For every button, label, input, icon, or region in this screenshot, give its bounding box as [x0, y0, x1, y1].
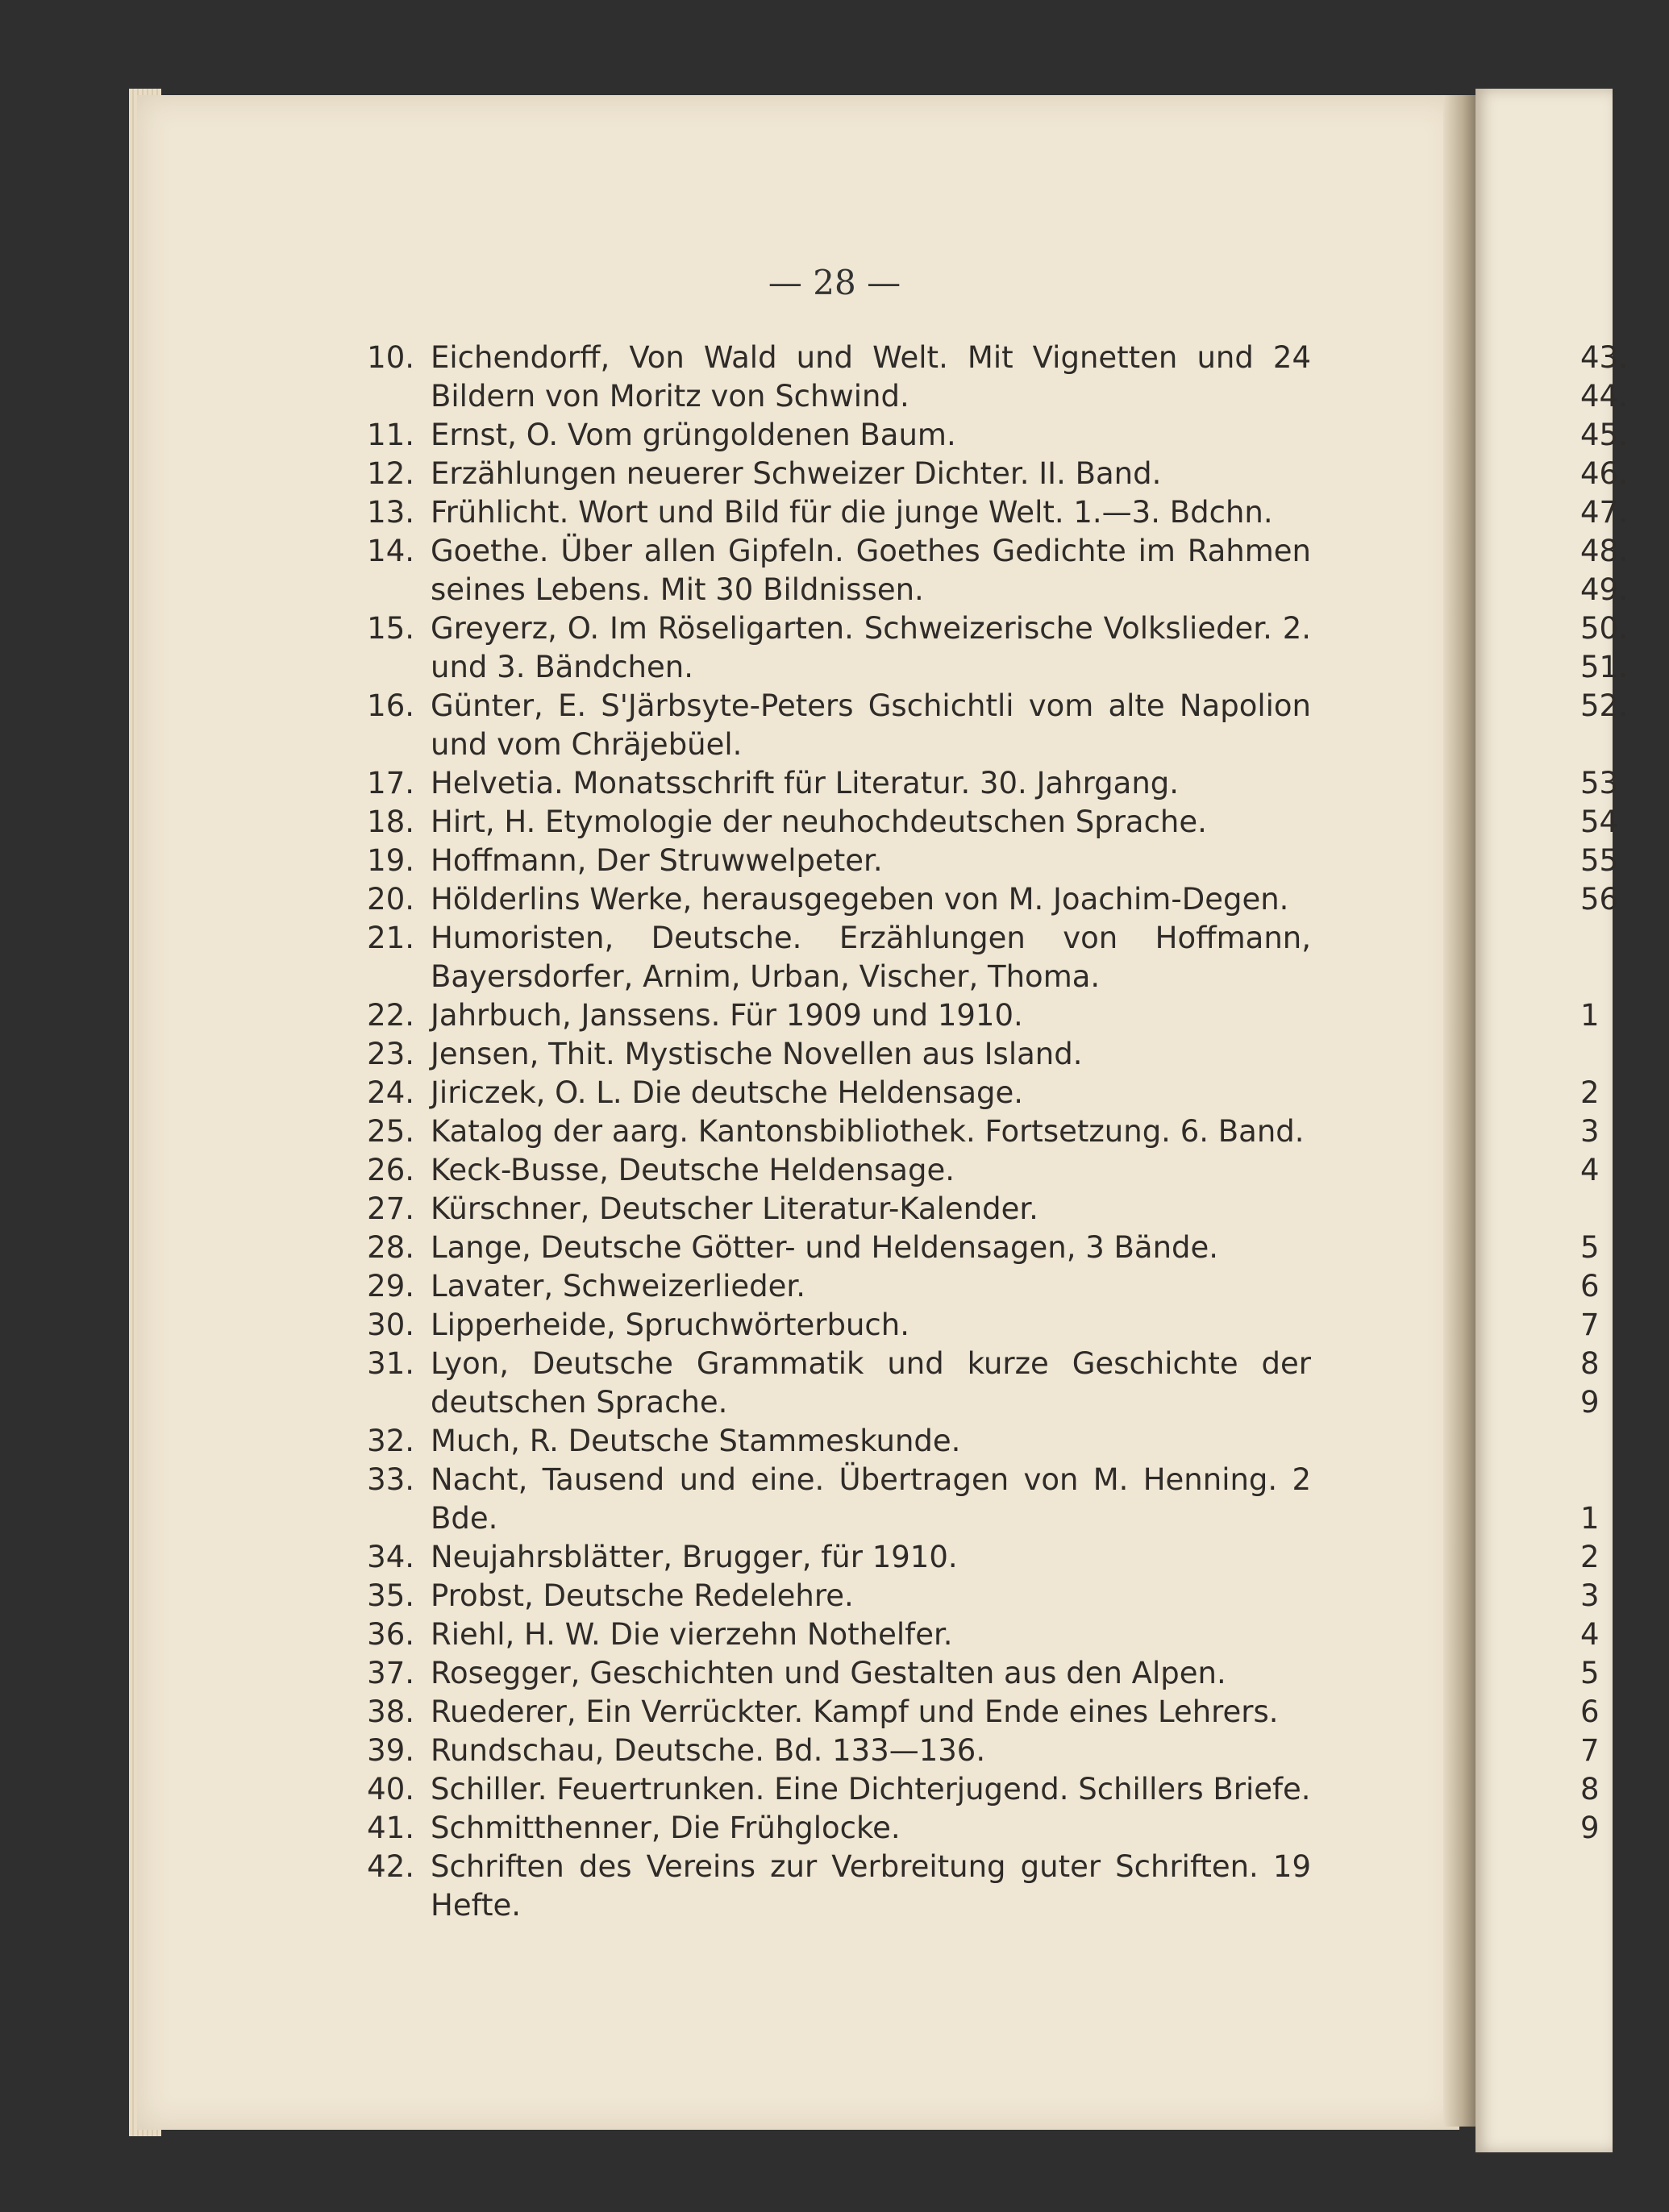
facing-entry-number: 46.: [1580, 456, 1628, 491]
entry-text: Jiriczek, O. L. Die deutsche Heldensage.: [431, 1075, 1024, 1110]
facing-entry-number: 45.: [1580, 418, 1628, 452]
catalog-entry: [363, 1654, 1311, 1693]
facing-entry-number: 52.: [1580, 688, 1628, 723]
catalog-entry: [363, 339, 1311, 416]
facing-entry-number: 47.: [1580, 495, 1628, 530]
entry-number: 18.: [367, 805, 414, 839]
facing-entry-number: 54: [1580, 805, 1619, 839]
facing-entry-number: [1580, 726, 1629, 764]
entry-text: Jensen, Thit. Mystische Novellen aus Island.: [431, 1037, 1083, 1071]
facing-entry-number: [1580, 1190, 1629, 1229]
entry-number: 32.: [367, 1424, 414, 1458]
entry-text: Much, R. Deutsche Stammeskunde.: [431, 1424, 961, 1458]
catalog-entry: [363, 1345, 1311, 1422]
entry-number: 41.: [367, 1811, 414, 1845]
entry-number: 37.: [367, 1656, 414, 1690]
facing-entry-number: 56: [1580, 882, 1619, 917]
entry-text: Keck-Busse, Deutsche Heldensage.: [431, 1153, 955, 1187]
facing-entry-number: 5: [1580, 1656, 1600, 1690]
catalog-entry: [363, 1112, 1311, 1151]
entry-text: Kürschner, Deutscher Literatur-Kalender.: [431, 1191, 1038, 1226]
entry-text: Goethe. Über allen Gipfeln. Goethes Gedichte im Rahmen seines Lebens. Mit 30 Bildnissen.: [431, 534, 1311, 607]
facing-entry-number: 43.: [1580, 340, 1628, 375]
facing-entry-number: 50.: [1580, 611, 1628, 646]
catalog-entry: [363, 842, 1311, 880]
facing-entry-number: 4: [1580, 1617, 1600, 1652]
entry-text: Jahrbuch, Janssens. Für 1909 und 1910.: [431, 998, 1023, 1033]
catalog-entry: [363, 1732, 1311, 1770]
facing-entry-number: [1580, 1035, 1629, 1074]
facing-entry-number: [1580, 958, 1629, 996]
catalog-entry: [363, 1615, 1311, 1654]
facing-entry-number: 9: [1580, 1385, 1600, 1420]
entry-text: Schmitthenner, Die Frühglocke.: [431, 1811, 901, 1845]
entry-text: Hoffmann, Der Struwwelpeter.: [431, 843, 883, 878]
entry-number: 38.: [367, 1694, 414, 1729]
entry-number: 19.: [367, 843, 414, 878]
entry-number: 24.: [367, 1075, 414, 1110]
catalog-list: [363, 339, 1311, 1925]
entry-text: Probst, Deutsche Redelehre.: [431, 1578, 854, 1613]
catalog-entry: [363, 1848, 1311, 1925]
entry-text: Ruederer, Ein Verrückter. Kampf und Ende eines Lehrers.: [431, 1694, 1279, 1729]
catalog-entry: [363, 1577, 1311, 1615]
facing-entry-number: 2: [1580, 1075, 1600, 1110]
entry-text: Frühlicht. Wort und Bild für die junge Welt. 1.—3. Bdchn.: [431, 495, 1273, 530]
entry-text: Hölderlins Werke, herausgegeben von M. Joachim-Degen.: [431, 882, 1289, 917]
facing-page-numbers: [1580, 339, 1629, 1848]
facing-entry-number: 55: [1580, 843, 1619, 878]
entry-number: 36.: [367, 1617, 414, 1652]
entry-number: 33.: [367, 1462, 414, 1497]
facing-entry-number: [1580, 919, 1629, 958]
entry-number: 12.: [367, 456, 414, 491]
catalog-entry: [363, 1267, 1311, 1306]
entry-number: 11.: [367, 418, 414, 452]
entry-number: 30.: [367, 1308, 414, 1342]
entry-number: 23.: [367, 1037, 414, 1071]
catalog-entry: [363, 687, 1311, 764]
entry-number: 40.: [367, 1772, 414, 1807]
entry-number: 28.: [367, 1230, 414, 1265]
facing-entry-number: 3: [1580, 1114, 1600, 1149]
catalog-entry: [363, 416, 1311, 455]
entry-number: 29.: [367, 1269, 414, 1304]
entry-text: Günter, E. S'Järbsyte-Peters Gschichtli vom alte Napolion und vom Chräjebüel.: [431, 688, 1311, 762]
entry-number: 14.: [367, 534, 414, 568]
facing-entry-number: 5: [1580, 1230, 1600, 1265]
facing-entry-number: 6: [1580, 1269, 1600, 1304]
entry-text: Schiller. Feuertrunken. Eine Dichterjugend. Schillers Briefe.: [431, 1772, 1311, 1807]
facing-entry-number: 6: [1580, 1694, 1600, 1729]
entry-text: Rundschau, Deutsche. Bd. 133—136.: [431, 1733, 986, 1768]
facing-entry-number: 1: [1580, 998, 1600, 1033]
entry-text: Schriften des Vereins zur Verbreitung guter Schriften. 19 Hefte.: [431, 1849, 1311, 1923]
entry-number: 17.: [367, 766, 414, 800]
entry-number: 42.: [367, 1849, 414, 1884]
entry-number: 25.: [367, 1114, 414, 1149]
catalog-entry: [363, 1538, 1311, 1577]
entry-number: 39.: [367, 1733, 414, 1768]
facing-entry-number: 49.: [1580, 572, 1628, 607]
entry-text: Riehl, H. W. Die vierzehn Nothelfer.: [431, 1617, 953, 1652]
entry-text: Lavater, Schweizerlieder.: [431, 1269, 805, 1304]
facing-entry-number: 8: [1580, 1346, 1600, 1381]
entry-text: Ernst, O. Vom grüngoldenen Baum.: [431, 418, 956, 452]
catalog-entry: [363, 1151, 1311, 1190]
catalog-entry: [363, 493, 1311, 532]
entry-number: 26.: [367, 1153, 414, 1187]
facing-entry-number: 7: [1580, 1733, 1600, 1768]
catalog-entry: [363, 1190, 1311, 1229]
catalog-entry: [363, 1422, 1311, 1461]
entry-number: 35.: [367, 1578, 414, 1613]
facing-entry-number: 1: [1580, 1501, 1600, 1536]
catalog-entry: [363, 1770, 1311, 1809]
entry-number: 34.: [367, 1540, 414, 1574]
entry-text: Katalog der aarg. Kantonsbibliothek. Fortsetzung. 6. Band.: [431, 1114, 1305, 1149]
catalog-entry: [363, 764, 1311, 803]
facing-entry-number: 51.: [1580, 650, 1628, 684]
facing-entry-number: 9: [1580, 1811, 1600, 1845]
book-gutter: [1443, 95, 1475, 2127]
catalog-entry: [363, 880, 1311, 919]
facing-entry-number: 8: [1580, 1772, 1600, 1807]
facing-entry-number: 3: [1580, 1578, 1600, 1613]
catalog-entry: [363, 1306, 1311, 1345]
catalog-entry: [363, 803, 1311, 842]
entry-number: 15.: [367, 611, 414, 646]
entry-text: Rosegger, Geschichten und Gestalten aus den Alpen.: [431, 1656, 1226, 1690]
entry-number: 13.: [367, 495, 414, 530]
entry-text: Hirt, H. Etymologie der neuhochdeutschen Sprache.: [431, 805, 1207, 839]
facing-entry-number: [1580, 1461, 1629, 1499]
entry-number: 22.: [367, 998, 414, 1033]
entry-number: 10.: [367, 340, 414, 375]
entry-text: Humoristen, Deutsche. Erzählungen von Hoffmann, Bayersdorfer, Arnim, Urban, Vischer, Thoma.: [431, 921, 1311, 994]
entry-number: 21.: [367, 921, 414, 955]
facing-entry-number: [1580, 1422, 1629, 1461]
entry-number: 27.: [367, 1191, 414, 1226]
facing-entry-number: 53: [1580, 766, 1619, 800]
catalog-entry: [363, 455, 1311, 493]
entry-text: Greyerz, O. Im Röseligarten. Schweizerische Volkslieder. 2. und 3. Bändchen.: [431, 611, 1311, 684]
facing-entry-number: 48.: [1580, 534, 1628, 568]
catalog-entry: [363, 1809, 1311, 1848]
catalog-entry: [363, 1693, 1311, 1732]
catalog-entry: [363, 1074, 1311, 1112]
entry-number: 16.: [367, 688, 414, 723]
entry-text: Lange, Deutsche Götter- und Heldensagen, 3 Bände.: [431, 1230, 1219, 1265]
catalog-entry: [363, 1229, 1311, 1267]
entry-text: Eichendorff, Von Wald und Welt. Mit Vignetten und 24 Bildern von Moritz von Schwind.: [431, 340, 1311, 414]
catalog-entry: [363, 996, 1311, 1035]
catalog-entry: [363, 919, 1311, 996]
facing-entry-number: 7: [1580, 1308, 1600, 1342]
entry-text: Helvetia. Monatsschrift für Literatur. 30. Jahrgang.: [431, 766, 1180, 800]
facing-entry-number: 2: [1580, 1540, 1600, 1574]
catalog-entry: [363, 1035, 1311, 1074]
entry-number: 20.: [367, 882, 414, 917]
entry-text: Lyon, Deutsche Grammatik und kurze Geschichte der deutschen Sprache.: [431, 1346, 1311, 1420]
entry-text: Lipperheide, Spruchwörterbuch.: [431, 1308, 909, 1342]
catalog-entry: [363, 609, 1311, 687]
entry-text: Erzählungen neuerer Schweizer Dichter. II. Band.: [431, 456, 1162, 491]
entry-text: Neujahrsblätter, Brugger, für 1910.: [431, 1540, 958, 1574]
catalog-entry: [363, 1461, 1311, 1538]
catalog-entry: [363, 532, 1311, 609]
facing-entry-number: 44.: [1580, 379, 1628, 414]
entry-text: Nacht, Tausend und eine. Übertragen von M. Henning. 2 Bde.: [431, 1462, 1311, 1536]
facing-entry-number: 4: [1580, 1153, 1600, 1187]
entry-number: 31.: [367, 1346, 414, 1381]
page-number: — 28 —: [768, 263, 901, 302]
